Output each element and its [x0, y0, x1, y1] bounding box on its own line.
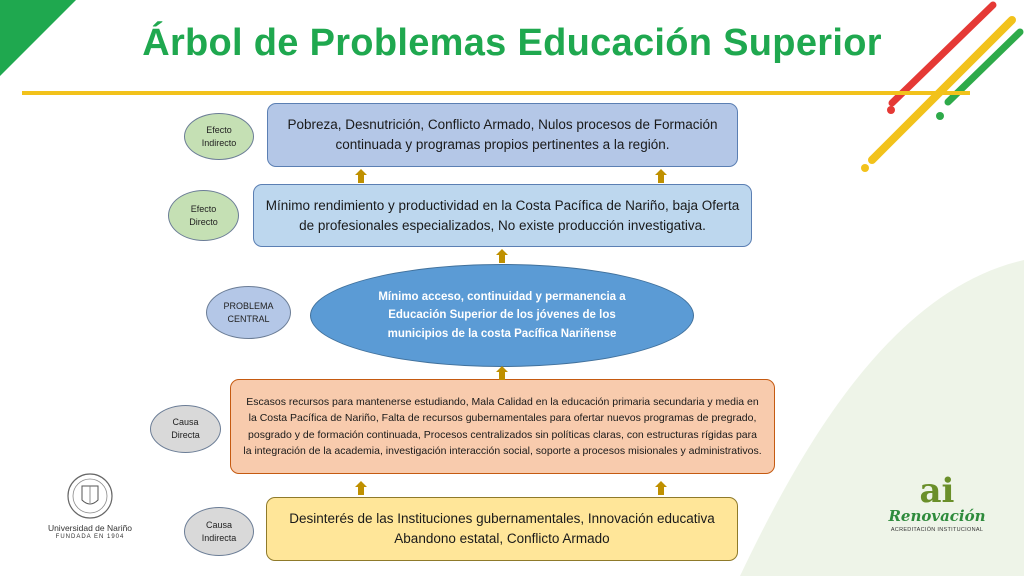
university-seal-icon: [40, 472, 140, 520]
university-logo: [40, 472, 140, 544]
label-central-problem: PROBLEMA CENTRAL: [206, 286, 291, 339]
university-founded: FUNDADA EN 1904: [55, 534, 125, 540]
up-arrow-icon: [355, 481, 367, 495]
title-underline: [22, 91, 970, 95]
up-arrow-icon: [496, 366, 508, 380]
renovacion-logo: [882, 471, 992, 544]
box-indirect-effect: Pobreza, Desnutrición, Conflicto Armado, Nulos procesos de Formación continuada y programas propios pertinentes a la región.: [267, 103, 738, 167]
central-problem-ellipse: Mínimo acceso, continuidad y permanencia a Educación Superior de los jóvenes de los municipios de la costa Pacífica Nariñense: [310, 264, 694, 367]
university-name: Universidad de Nariño: [47, 523, 133, 533]
up-arrow-icon: [496, 249, 508, 263]
renovacion-sub: ACREDITACIÓN INSTITUCIONAL: [890, 527, 984, 533]
page-title: Árbol de Problemas Educación Superior: [142, 22, 882, 64]
box-direct-cause: Escasos recursos para mantenerse estudiando, Mala Calidad en la educación primaria secundaria y media en la Costa Pacífica de Nariño, Falta de recursos gubernamentales para ofertar nuevos programas de pregrado, posgrado y de formación continuada, Procesos centralizados sin políticas claras, con estructuras rígidas para la integración de la academia, investigación interacción social, soporte a procesos misionales y administrativos.: [230, 379, 775, 474]
renovacion-mark: ai: [919, 471, 955, 511]
label-indirect-effect: Efecto Indirecto: [184, 113, 254, 160]
box-indirect-cause: Desinterés de las Instituciones gubernamentales, Innovación educativa Abandono estatal, Conflicto Armado: [266, 497, 738, 561]
label-direct-effect: Efecto Directo: [168, 190, 239, 241]
up-arrow-icon: [355, 169, 367, 183]
label-indirect-cause: Causa Indirecta: [184, 507, 254, 556]
renovacion-name: Renovación: [888, 507, 986, 525]
label-direct-cause: Causa Directa: [150, 405, 221, 453]
box-direct-effect: Mínimo rendimiento y productividad en la Costa Pacífica de Nariño, baja Oferta de profesionales especializados, No existe producción investigativa.: [253, 184, 752, 247]
up-arrow-icon: [655, 169, 667, 183]
up-arrow-icon: [655, 481, 667, 495]
